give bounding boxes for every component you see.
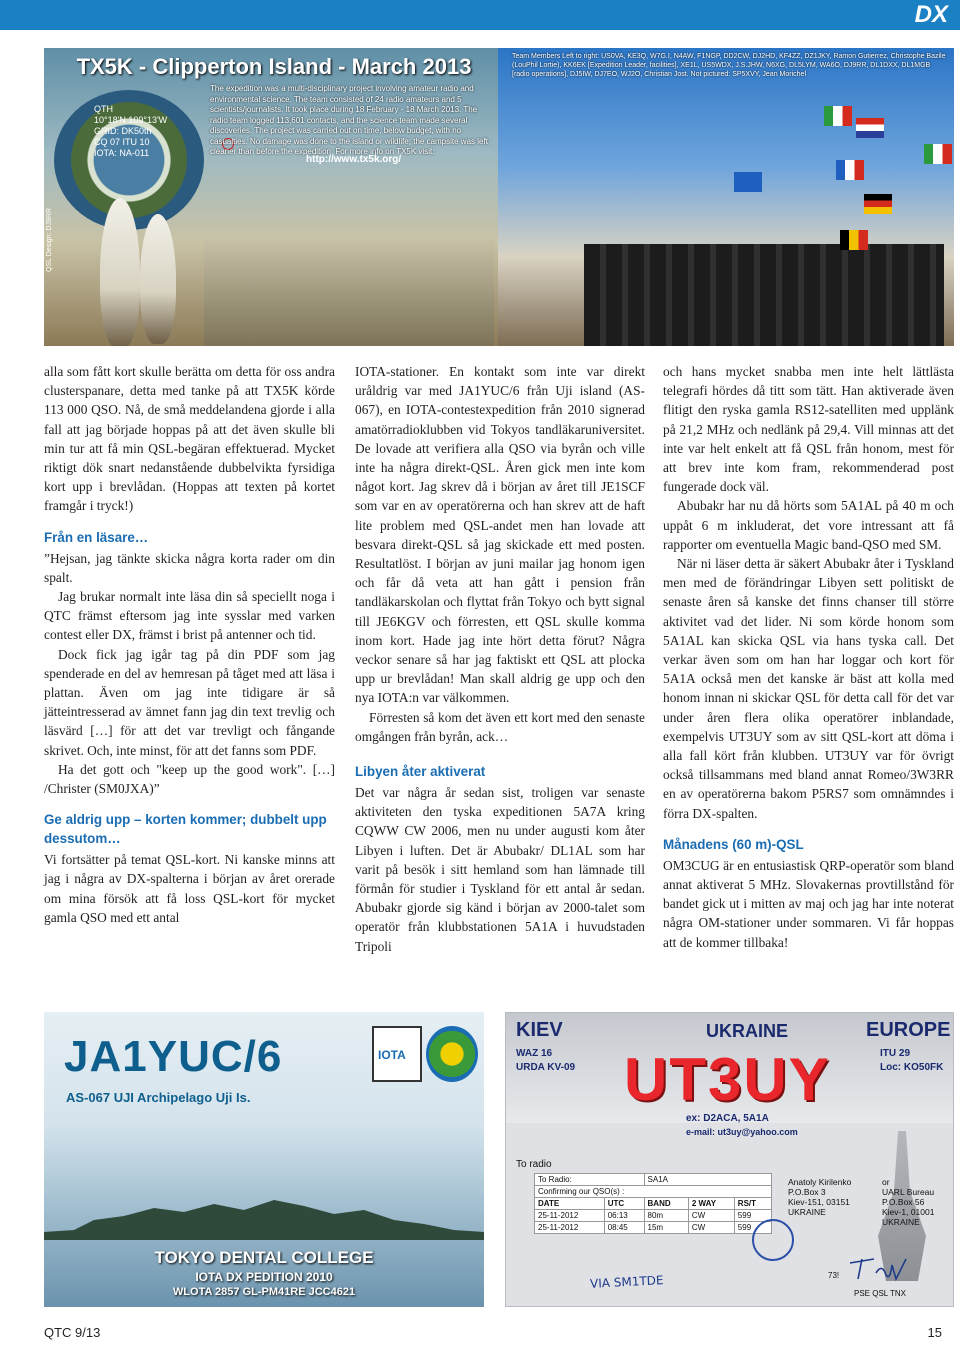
tx5k-qsl-card [44,48,954,346]
handwritten-via: VIA SM1TDE [589,1273,664,1291]
qth-line: IOTA: NA-011 [94,148,150,158]
team-photo [584,244,944,346]
address-or: or [882,1177,890,1187]
section-header-bar [0,0,960,30]
team-members-text: Team Members Left to right: US0VA, KE3Q, W7G.I, N4AW, F1NGP, DD2CW, DJ2HD, KF4ZZ, DZ1JKY, Ramon Gutierrez, Christophe Bazile (LouPhil Lortie), KK6EK [Expedition Leader, facilities], XE1L, US5WDX, J.S.JHW, N6XG, DL5LYM, WA6O, DJ9RR, DL1DXX, DL1MGB [radio operations], DJ5IW, DJ7EO, WJ2O, Christian Jost. Not pictured: SP5XVY, Jean Morichel [512,53,946,78]
flag-germany [864,194,892,214]
confirming-cell: Confirming our QSO(s) : [535,1186,772,1198]
paragraph: Dock fick jag igår tag på din PDF som jag spenderade en del av hemresan på tåget med att läsa i plattan. Även om jag inte tidigare är så jätteintresserad av ämnet fann jag din text trevlig och läsvärd […] för att det var trevligt och fångande skrivet. Och, inte minst, för att det fanns som PDF. [44,646,335,758]
section-heading: Månadens (60 m)-QSL [663,836,804,852]
address-line: UKRAINE [882,1217,920,1227]
card-country: UKRAINE [706,1021,789,1041]
urda-ref: URDA KV-09 [516,1062,576,1073]
column-header: DATE [535,1198,605,1210]
paragraph: Jag brukar normalt inte läsa din så speciellt noga i QTC främst eftersom jag inte sysslar med varken contest eller DX, främst i brist på antenner och tid. [44,589,335,643]
section-heading: Libyen åter aktiverat [355,764,486,780]
table-header-row [535,1198,772,1210]
address-line: P.O.Box 56 [882,1197,925,1207]
table-cell: 599 [734,1210,771,1222]
text-column-1 [44,362,335,927]
card-zones-left [516,1047,575,1075]
table-cell: 15m [644,1222,688,1234]
address-bureau [882,1177,934,1227]
section-tag: DX [914,1,948,28]
card-callsign: UT3UY [624,1046,831,1113]
card-callsign: JA1YUC/6 [64,1032,283,1081]
paragraph: Förresten så kom det även ett kort med den senaste omgången från byrån, ack… [355,709,645,744]
waz-zone: WAZ 16 [516,1048,553,1059]
flag-mexico [824,106,852,126]
qth-line: CQ 07 ITU 10 [94,137,150,147]
paragraph: När ni läser detta är säkert Abubakr åter i Tyskland men med de förändringar Libyen sett politiskt de senaste åren så kanske det finns chanser till större aktivitet vad det lider. Ni som körde honom som 5A1AL kan skicka QSL via hans tyska call. Det verkar även som om han har loggar och kort för 5A1A också men det kanske är bäst att kolla med honom innan ni skickar QSL för detta call för det var under åren flera olika operatörer inblandade, exempelvis UT3UY som av sitt QSL-kort att döma i alla fall kört från klubben. UT3UY var för övrigt också tillsammans med bland annat Romeo/3W3RR en av operatörerna bakom P5RS7 som omnämndes i förra DX-spalten. [663,556,954,821]
confirmed-stamp [752,1219,794,1261]
table-cell: 599 [734,1222,771,1234]
card-college: TOKYO DENTAL COLLEGE [154,1248,374,1267]
paragraph: ”Hejsan, jag tänkte skicka några korta rader om din spalt. [44,550,335,585]
flag [924,144,952,164]
seventy-three: 73! [828,1271,840,1280]
address-line: UKRAINE [788,1207,826,1217]
paragraph: och hans mycket snabba men inte helt lättlästa telegrafi hördes då titt som tätt. Han aktiverade även flitigt den ryska gamla RS12-satelliten med upplänk på 21,2 MHz och nedlänk på 29,4. Vill minnas att det inte var helt enkelt att få QSL från honom, mest för att brev inte kom fram, rekommenderad post fungerade dock väl. [663,364,954,495]
card-url: http://www.tx5k.org/ [306,154,402,165]
column-header: UTC [604,1198,644,1210]
card-ex-calls: ex: D2ACA, 5A1A [686,1113,769,1124]
footer-issue: QTC 9/13 [44,1325,101,1340]
islands-silhouette [44,1190,484,1240]
paragraph: Ha det gott och "keep up the good work". […] /Christer (SM0JXA)” [44,761,335,797]
ut3uy-qsl-card [505,1012,954,1307]
table-cell: 25-11-2012 [535,1222,605,1234]
table-row [535,1222,772,1234]
radio-call-cell: SA1A [644,1174,771,1186]
qth-line: GRID: DK50th [94,126,152,136]
flag-belgium [840,230,868,250]
to-radio-label: To radio [516,1159,552,1170]
section-heading: Från en läsare… [44,529,149,545]
column-header: RS/T [734,1198,771,1210]
page-number: 15 [927,1325,942,1340]
card-title: TX5K - Clipperton Island - March 2013 [76,54,472,79]
design-credit: QSL Design: DJ9RR [46,208,53,272]
card-subtitle: AS-067 UJI Archipelago Uji Is. [66,1090,251,1105]
qth-line: QTH [94,104,113,114]
operators-photo [204,238,494,346]
address-line: Kiev-1, 01001 [882,1207,935,1217]
qth-line: 10°18'N 109°13'W [94,115,168,125]
table-cell: 25-11-2012 [535,1210,605,1222]
booby-bird-image [140,214,176,344]
table-row [535,1210,772,1222]
pse-qsl: PSE QSL TNX [854,1289,907,1298]
card-continent: EUROPE [866,1019,951,1041]
booby-bird-image [100,198,140,346]
iota-logo-text: IOTA [378,1048,406,1062]
paragraph: OM3CUG är en entusiastisk QRP-operatör som bland annat aktiverat 5 MHz. Slovakernas provtillstånd för bandet gick ut i mitten av maj och jag har inte noterat några OM-stationer under sommaren. Vi får hoppas att de kommer tillbaka! [663,857,954,950]
signature [846,1253,916,1283]
paragraph: alla som fått kort skulle berätta om detta för oss andra clusterspanare, detta med tanke på att TX5K körde 113 000 QSO. Nå, de små meddelandena gjorde i alla fall att jag började hoppas på att det även skulle bli min tur att få min QSL-begäran effektuerad. Mycket riktigt dök snart nedanstående dubbelvikta fyrsidiga kort upp i brevlådan. (Hoppas att texten på kortet framgår i tryck!) [44,364,335,514]
text-column-2 [355,362,645,956]
paragraph: IOTA-stationer. En kontakt som inte var direkt uråldrig var med JA1YUC/6 från Uji island (AS-067), en IOTA-contestexpedition från 2010 signerad amatörradioklubben vid Tokyos tandläkaruniversitet. De lovade att verifiera alla QSO via byrån och ville inte ha några direkt-QSL. Åren gick men inte kom något kort. Jag skrev då i början av året till JE1SCF som var en av operatörerna och han skrev att de haft lite problem med QSL-andet men han lovade att besvara direkt-QSL så jag skickade ett med posten. Resultatlöst. I början av juni mailar jag honom igen och får då veta att han gått i pension från tandläkarskolan och flyttat från Tokyo och bytt signal till JE6KGV och förresten, ett QSL skulle komma inom kort. Hade jag inte hört detta förut? Några veckor senare så har jag faktiskt ett QSL att plocka upp ur brevlådan! Man skall aldrig ge upp och den nya IOTA:n var välkommen. [355,364,645,706]
address-line: Kiev-151, 03151 [788,1197,850,1207]
qth-info [94,104,167,159]
address-line: UARL Bureau [882,1187,935,1197]
text-column-3 [663,362,954,952]
column-header: 2 WAY [688,1198,734,1210]
table-cell: CW [688,1222,734,1234]
locator: Loc: KO50FK [880,1062,944,1073]
to-radio-cell: To Radio: [535,1174,645,1186]
flag [856,118,884,138]
address-line: P.O.Box 3 [788,1187,826,1197]
ja1yuc-qsl-card [44,1012,484,1307]
itu-zone: ITU 29 [880,1048,911,1059]
table-cell: 80m [644,1210,688,1222]
card-city: KIEV [516,1019,563,1041]
card-references: WLOTA 2857 GL-PM41RE JCC4621 [172,1286,356,1298]
card-email: e-mail: ut3uy@yahoo.com [686,1127,798,1137]
flag [734,172,762,192]
address-line: Anatoly Kirilenko [788,1177,852,1187]
paragraph: Abubakr har nu då hörts som 5A1AL på 40 m och uppåt 6 m inkluderat, det vore intressant att få rapporter om eventuella Magic band-QSO med SM. [663,498,954,552]
paragraph: Det var några år sedan sist, troligen var senaste aktiviteten den tyska expeditionen 5A7A kring CQWW CW 2006, men nu under augusti kom åter Libyen i luften. Det är Abubakr/ DL1AL som har varit på besök i sitt hemland som han lämnade till förmån för studier i Tyskland för ett antal år sedan. Abubakr gjorde sig känd i början av 2000-talet som operatör från klubbstationen 5A1A i huvudstaden Tripoli [355,785,645,954]
table-cell: 06:13 [604,1210,644,1222]
section-heading: Ge aldrig upp – korten kommer; dubbelt upp dessutom… [44,812,327,847]
table-cell: 08:45 [604,1222,644,1234]
column-header: BAND [644,1198,688,1210]
card-expedition: IOTA DX PEDITION 2010 [195,1270,333,1284]
flag [836,160,864,180]
iota-logo [372,1026,422,1082]
paragraph: Vi fortsätter på temat QSL-kort. Ni kanske minns att jag i några av DX-spalterna i början av året orerade om mina försök att få loss QSL-kort för mycket gamla QSO med ett antal [44,852,335,925]
address-home [788,1177,851,1217]
table-cell: CW [688,1210,734,1222]
qso-table [534,1173,772,1234]
emblem-logo [426,1026,478,1082]
card-zones-right [880,1047,943,1075]
card-blurb: The expedition was a multi-disciplinary project involving amateur radio and environmental science. The team consisted of 24 radio amateurs and 5 scientists/journalists. It took place during 18 February - 18 March 2013. The radio team logged 113,601 contacts, and the science team made several discoveries. The project was carried out on time, below budget, with no casualties. No damage was done to the island or wildlife; the campsite was left cleaner than before the expedition. For more info on TX5K visit: [210,84,488,156]
